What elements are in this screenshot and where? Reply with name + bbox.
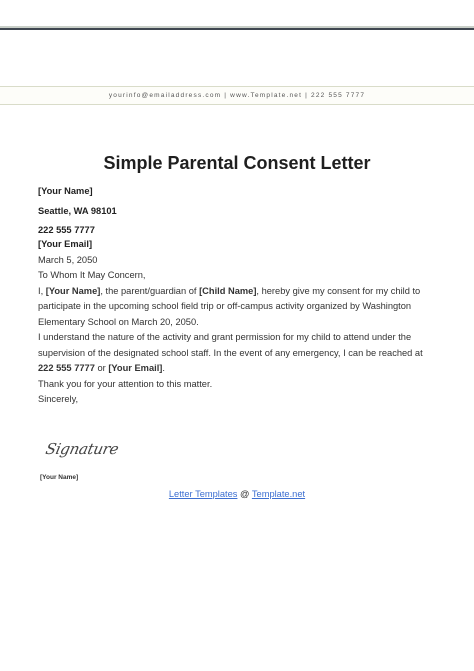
para2-email: [Your Email] bbox=[108, 363, 163, 373]
letter-body bbox=[38, 237, 438, 408]
thanks-line: Thank you for your attention to this matter. bbox=[38, 378, 213, 389]
para1-text-2: , the parent/guardian of bbox=[100, 285, 200, 296]
footer-separator: @ bbox=[237, 489, 252, 499]
para2-text-3: . bbox=[162, 363, 165, 373]
paragraph-consent bbox=[38, 284, 438, 331]
sender-name: [Your Name] bbox=[38, 186, 93, 196]
para1-text-1: I, bbox=[38, 285, 46, 296]
letter-date: March 5, 2050 bbox=[38, 254, 98, 265]
letter-templates-link[interactable]: Letter Templates bbox=[168, 489, 238, 499]
signature: Signature bbox=[44, 440, 121, 458]
salutation: To Whom It May Concern, bbox=[38, 270, 146, 280]
template-net-link[interactable]: Template.net bbox=[251, 489, 306, 499]
sender-phone: 222 555 7777 bbox=[38, 225, 95, 235]
para2-text-2: or bbox=[94, 363, 109, 373]
sender-email: [Your Email] bbox=[38, 239, 93, 249]
para1-child-name: [Child Name] bbox=[199, 285, 257, 296]
para1-text-3: , hereby give my consent for my child to participate in the upcoming school field trip or off-campus activity organized by Washington Elementary School on March 20, 2050. bbox=[38, 285, 421, 327]
header-rule-dark bbox=[0, 28, 474, 30]
contact-line: yourinfo@emailaddress.com | www.Template.net | 222 555 7777 bbox=[108, 92, 366, 99]
sender-city: Seattle, WA 98101 bbox=[38, 205, 117, 216]
footer-links bbox=[0, 489, 474, 499]
sender-block bbox=[38, 182, 438, 241]
signature-name: [Your Name] bbox=[40, 474, 79, 481]
contact-strip bbox=[0, 86, 474, 105]
paragraph-understanding bbox=[38, 330, 438, 377]
para1-your-name: [Your Name] bbox=[45, 285, 101, 296]
header-band bbox=[0, 0, 474, 26]
closing-line: Sincerely, bbox=[38, 394, 79, 404]
para2-phone: 222 555 7777 bbox=[38, 363, 95, 373]
para2-text-1: I understand the nature of the activity and grant permission for my child to attend under the supervision of the designated school staff. In the event of any emergency, I can be reached at bbox=[38, 332, 423, 358]
letter-title: Simple Parental Consent Letter bbox=[103, 153, 371, 173]
